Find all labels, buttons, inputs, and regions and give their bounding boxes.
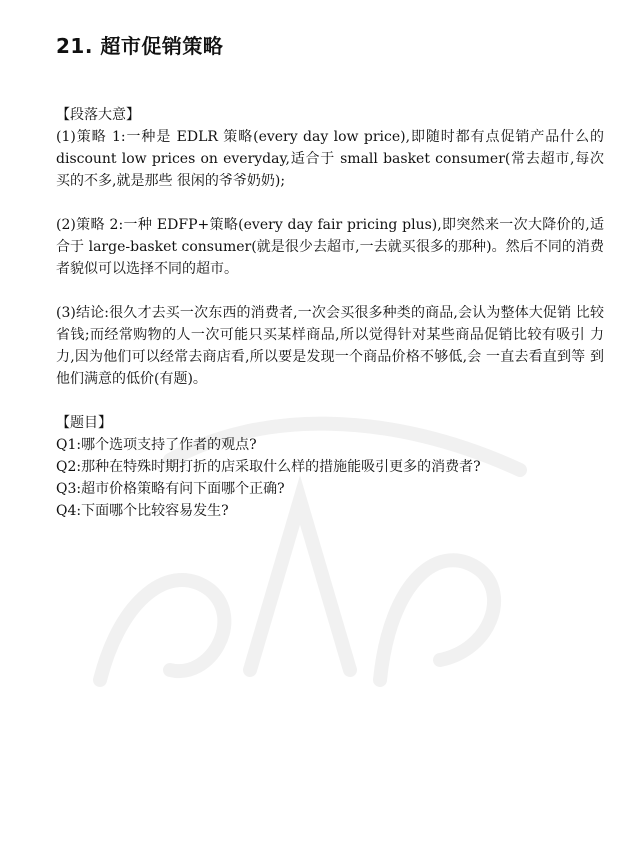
spacer xyxy=(56,280,604,302)
question-item: Q2:那种在特殊时期打折的店采取什么样的措施能吸引更多的消费者? xyxy=(56,459,481,475)
spacer xyxy=(56,60,604,104)
page-title: 21. 超市促销策略 xyxy=(56,34,224,58)
paragraph-strategy-2: (2)策略 2:一种 EDFP+策略(every day fair pricing plus),即突然来一次大降价的,适合于 large-basket consumer(就是很少去超市,一去就买很多的那种)。然后不同的消费者貌似可以选择不同的超市。 xyxy=(56,217,604,277)
spacer xyxy=(56,390,604,412)
question-item: Q1:哪个选项支持了作者的观点? xyxy=(56,437,257,453)
paragraph-strategy-1: (1)策略 1:一种是 EDLR 策略(every day low price),即随时都有点促销产品什么的 discount low prices on everyday,适合于 small basket consumer(常去超市,每次买的不多,就是那些 很闲的爷爷奶奶); xyxy=(56,129,604,189)
question-item: Q4:下面哪个比较容易发生? xyxy=(56,503,229,519)
questions-label: 【题目】 xyxy=(56,415,112,431)
summary-label: 【段落大意】 xyxy=(56,107,140,123)
question-item: Q3:超市价格策略有问下面哪个正确? xyxy=(56,481,285,497)
paragraph-conclusion: (3)结论:很久才去买一次东西的消费者,一次会买很多种类的商品,会认为整体大促销 比较省钱;而经常购物的人一次可能只买某样商品,所以觉得针对某些商品促销比较有吸引 力力,因为他们可以经常去商店看,所以要是发现一个商品价格不够低,会 一直去看直到等 到他们满意的低价(有题)。 xyxy=(56,305,604,387)
question-list xyxy=(56,434,604,522)
spacer xyxy=(56,192,604,214)
document-page xyxy=(56,32,604,522)
